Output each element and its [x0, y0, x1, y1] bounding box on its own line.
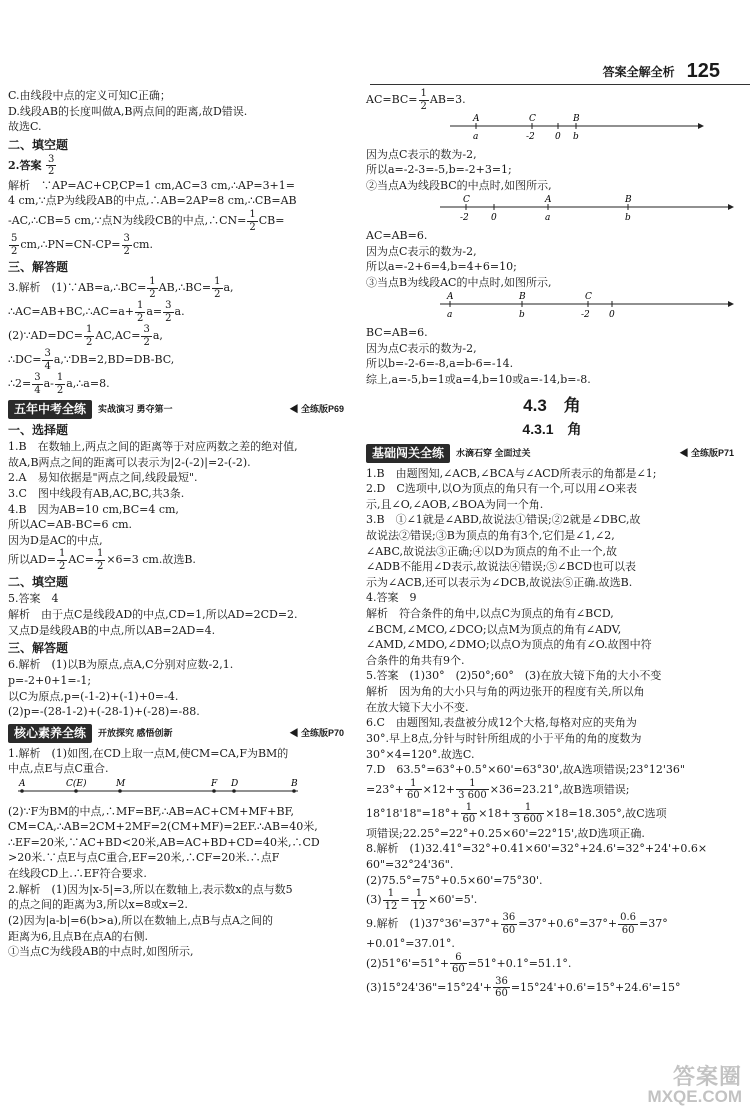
numerator: 3 — [123, 233, 130, 245]
denominator: 12 — [412, 900, 426, 912]
denominator: 60 — [502, 924, 516, 936]
fraction — [212, 276, 222, 300]
text-line: 距离为6,且点B在点A的右侧. — [8, 929, 149, 943]
text-span: ×36=23.21°,故B选项错误; — [489, 782, 630, 796]
text-line: ∠ADB不能用∠D表示,故说法④错误;⑤∠BCD也可以表 — [366, 560, 637, 574]
text-span: =23°+ — [366, 782, 404, 796]
text-span: ×18+ — [478, 806, 511, 820]
text-line: 4.B 因为AB=10 cm,BC=4 cm, — [8, 502, 179, 516]
text-line — [8, 548, 348, 572]
text-span: a, — [223, 281, 234, 295]
text-line: 合条件的角共有9个. — [366, 653, 465, 667]
fraction — [42, 348, 52, 372]
point-label: A — [447, 292, 454, 303]
number-line — [436, 193, 736, 223]
text-line: 30°.早上8点,分针与时针所组成的小于平角的角的度数为 — [366, 731, 642, 745]
denominator: 60 — [621, 924, 635, 936]
fraction — [405, 778, 422, 802]
arrow-icon — [728, 204, 734, 210]
text-line: (2)∵F为BM的中点,∴MF=BF,∴AB=AC+CM+MF+BF, — [8, 804, 294, 818]
text-line: >20米.∵点E与点C重合,EF=20米,∴CF=20米.∴点F — [8, 851, 280, 865]
numerator: 5 — [11, 233, 18, 245]
text-line: 2.A 易知依据是"两点之间,线段最短". — [8, 471, 198, 485]
triangle-icon: ◀ — [289, 404, 299, 415]
denominator: 2 — [136, 312, 144, 324]
text-line: 1.B 由题图知,∠ACB,∠BCA与∠ACD所表示的角都是∠1; — [366, 466, 657, 480]
text-line: 解析 ∵AP=AC+CP,CP=1 cm,AC=3 cm,∴AP=3+1= — [8, 178, 295, 192]
banner-slogan: 实战演习 勇夺第一 — [98, 404, 173, 415]
tick-label: 0 — [491, 213, 497, 224]
text-line: 因为点C表示的数为-2, — [366, 341, 477, 355]
denominator: 2 — [11, 245, 18, 257]
numerator: 1 — [420, 88, 427, 99]
numerator: 1 — [96, 548, 104, 560]
tick-label: a — [545, 213, 551, 224]
text-line: 以C为原点,p=(-1-2)+(-1)+0=-4. — [8, 689, 179, 703]
triangle-icon: ◀ — [289, 727, 299, 738]
point-label: C — [585, 292, 592, 303]
text-line: +0.01°=37.01°. — [366, 937, 455, 951]
text-span: cm,∴PN=CN-CP= — [20, 238, 121, 252]
banner-ref — [289, 727, 344, 740]
numerator: 1 — [512, 802, 545, 815]
text-line — [366, 912, 738, 936]
text-line: C.由线段中点的定义可知C正确； — [8, 89, 171, 102]
text-span: (3) — [366, 893, 382, 907]
tick-label: b — [573, 132, 579, 142]
point-label: F — [211, 779, 218, 790]
tick-label: 0 — [555, 132, 561, 142]
text-line — [8, 372, 348, 396]
text-line: 所以b=-2-6=-8,a=b-6=-14. — [366, 357, 514, 371]
numerator: 1 — [56, 372, 64, 384]
segment-figure — [8, 777, 308, 799]
banner-slogan: 开放探究 感悟创新 — [98, 727, 173, 738]
text-line — [366, 802, 738, 826]
banner-ref — [679, 447, 734, 460]
text-line: 故选C. — [8, 120, 42, 134]
text-span: a,∴a=8. — [66, 377, 110, 391]
numerator: 36 — [502, 912, 516, 924]
header-rule — [370, 84, 750, 85]
text-line: AC=AB=6. — [366, 229, 428, 243]
point-marker — [212, 789, 216, 793]
text-line: D.线段AB的长度叫做A,B两点间的距离,故D错误. — [8, 104, 248, 118]
text-line: ∠BCM,∠MCO,∠DCO;以点M为顶点的角有∠ADV, — [366, 622, 622, 636]
tick-label: a — [447, 310, 453, 321]
point-marker — [74, 789, 78, 793]
banner-ref — [289, 403, 344, 416]
tick-label: 0 — [609, 310, 615, 321]
text-line: 4.答案 9 — [366, 591, 417, 605]
watermark — [648, 1065, 742, 1106]
fraction — [493, 976, 510, 1000]
text-line — [366, 88, 738, 112]
numerator: 1 — [214, 276, 221, 288]
banner-title: 五年中考全练 — [8, 400, 92, 419]
text-line: 6.C 由题图知,表盘被分成12个大格,每格对应的夹角为 — [366, 716, 637, 730]
denominator: 2 — [143, 336, 150, 348]
point-label: M — [116, 779, 126, 790]
text-span: 18°18'18"=18°+ — [366, 806, 460, 820]
numerator: 3 — [165, 300, 172, 312]
denominator: 2 — [420, 100, 427, 112]
text-line: 1.B 在数轴上,两点之间的距离等于对应两数之差的绝对值, — [8, 440, 298, 454]
text-span: a= — [146, 305, 163, 319]
right-column — [366, 88, 738, 1000]
text-line — [366, 976, 738, 1000]
text-line: 所以a=-2-3=-5,b=-2+3=1; — [366, 163, 512, 177]
text-line — [8, 209, 348, 233]
text-span: =37° — [639, 917, 668, 931]
point-label: A — [19, 779, 26, 790]
text-line — [366, 952, 738, 976]
text-line: 解析 由于点C是线段AD的中点,CD=1,所以AD=2CD=2. — [8, 608, 298, 622]
text-line: ②当点A为线段BC的中点时,如图所示, — [366, 178, 552, 192]
fraction — [147, 276, 157, 300]
section-banner — [366, 444, 738, 463]
fraction — [456, 778, 489, 802]
text-span: =37°+0.6°=37°+ — [518, 917, 618, 931]
text-line — [366, 778, 738, 802]
subsection-title: 4.3.1 角 — [522, 420, 582, 437]
text-span: AB,∴BC= — [158, 281, 212, 295]
banner-ref-text: 全练版P69 — [300, 404, 344, 415]
section-banner — [8, 400, 348, 419]
text-line: 故A,B两点之间的距离可以表示为|2-(-2)|=2-(-2). — [8, 455, 251, 469]
point-label: B — [625, 195, 632, 206]
section-heading: 一、选择题 — [8, 423, 69, 438]
denominator: 12 — [384, 900, 398, 912]
text-line: 因为点C表示的数为-2, — [366, 244, 477, 258]
denominator: 60 — [452, 964, 465, 976]
answer-line — [8, 154, 348, 178]
text-span: AB=3. — [429, 93, 466, 106]
text-span: cm. — [132, 238, 153, 252]
tick-label: -2 — [581, 310, 590, 321]
text-span: = — [400, 893, 410, 907]
text-line: 示为∠ACB,还可以表示为∠DCB,故说法⑤正确.故选B. — [366, 575, 633, 589]
numerator: 1 — [249, 209, 256, 221]
triangle-icon: ◀ — [679, 447, 689, 458]
banner-ref-text: 全练版P71 — [690, 447, 734, 458]
text-span: ×60'=5'. — [428, 893, 478, 907]
point-label: C — [529, 114, 536, 124]
section-heading: 三、解答题 — [8, 641, 69, 656]
text-span: =51°+0.1°=51.1°. — [467, 956, 572, 970]
denominator: 4 — [44, 360, 51, 372]
fraction — [141, 324, 151, 348]
point-label: B — [573, 114, 580, 124]
denominator: 60 — [495, 988, 508, 1000]
fraction — [411, 888, 428, 912]
numerator: 1 — [86, 324, 93, 336]
point-label: B — [291, 779, 298, 790]
numerator: 1 — [456, 778, 489, 791]
text-span: ∴DC= — [8, 353, 42, 367]
point-marker — [292, 789, 296, 793]
page-header — [603, 58, 750, 84]
section-heading: 二、填空题 — [8, 575, 69, 590]
text-line: 解析 符合条件的角中,以点C为顶点的角有∠BCD, — [366, 607, 614, 621]
numerator: 3 — [47, 153, 55, 165]
numerator: 3 — [143, 324, 150, 336]
banner-ref-text: 全练版P70 — [300, 727, 344, 738]
denominator: 60 — [462, 814, 476, 826]
section-title: 4.3 角 — [523, 395, 581, 415]
denominator: 2 — [86, 336, 93, 348]
denominator: 2 — [149, 288, 156, 300]
text-span: a- — [43, 377, 54, 391]
denominator: 2 — [96, 560, 104, 572]
point-label: B — [519, 292, 526, 303]
fraction — [501, 912, 518, 936]
fraction — [122, 233, 132, 257]
text-line: 60"=32°24'36". — [366, 857, 454, 871]
text-span: CB= — [258, 214, 285, 228]
section-heading: 三、解答题 — [8, 260, 69, 275]
text-line: 在放大镜下大小不变. — [366, 700, 469, 714]
text-span: a, — [152, 329, 163, 343]
point-marker — [20, 789, 24, 793]
denominator: 3 600 — [458, 790, 487, 802]
numerator: 3 — [44, 348, 51, 360]
denominator: 2 — [123, 245, 130, 257]
fraction — [512, 802, 545, 826]
denominator: 2 — [249, 221, 256, 233]
text-span: a. — [174, 305, 185, 319]
text-line: (2)p=-(28-1-2)+(-28-1)+(-28)=-88. — [8, 705, 200, 719]
tick-label: -2 — [526, 132, 535, 142]
fraction — [461, 802, 478, 826]
numerator: 0.6 — [620, 912, 637, 924]
text-line: 故说法②错误;③B为顶点的角有3个,它们是∠1,∠2, — [366, 529, 615, 542]
fraction — [9, 233, 19, 257]
text-line: 4 cm,∵点P为线段AB的中点,∴AB=2AP=8 cm,∴CB=AB — [8, 194, 297, 208]
numerator: 6 — [450, 952, 467, 965]
text-line: 因为点C表示的数为-2, — [366, 147, 477, 161]
text-span: 所以AD= — [8, 553, 56, 567]
watermark-line: 答案圈 — [672, 1064, 742, 1090]
text-line: (2)因为|a-b|=6(b>a),所以在数轴上,点B与点A之间的 — [8, 913, 273, 927]
denominator: 60 — [406, 790, 420, 802]
left-column — [8, 88, 348, 960]
text-line: 2.解析 (1)因为|x-5|=3,所以在数轴上,表示数x的点与数5 — [8, 882, 293, 896]
numerator: 1 — [136, 300, 144, 312]
text-line: 6.解析 (1)以B为原点,点A,C分别对应数-2,1. — [8, 658, 234, 672]
text-line: 5.答案 4 — [8, 592, 59, 606]
text-span: =15°24'+0.6'=15°+24.6'=15° — [510, 980, 681, 994]
numerator: 1 — [405, 778, 422, 791]
text-line — [8, 276, 348, 300]
text-line — [8, 348, 348, 372]
tick-label: a — [473, 132, 479, 142]
tick-label: b — [625, 213, 631, 224]
fraction — [419, 88, 429, 112]
text-line: 3.C 图中线段有AB,AC,BC,共3条. — [8, 487, 185, 500]
fraction — [84, 324, 94, 348]
answer-label: 2.答案 — [8, 158, 42, 172]
denominator: 2 — [58, 560, 66, 572]
text-span: AC,AC= — [95, 329, 141, 343]
fraction — [383, 888, 400, 912]
text-line: 30°×4=120°.故选C. — [366, 747, 475, 761]
text-span: ×6=3 cm.故选B. — [106, 553, 196, 567]
text-line: 5.答案 (1)30° (2)50°;60° (3)在放大镜下角的大小不变 — [366, 669, 662, 683]
text-span: 9.解析 (1)37°36'=37°+ — [366, 917, 500, 931]
text-line — [8, 324, 348, 348]
numerator: 1 — [461, 802, 478, 815]
text-line: BC=AB=6. — [366, 326, 428, 340]
point-label: C(E) — [66, 779, 87, 790]
numerator: 1 — [383, 888, 400, 901]
text-line: (2)75.5°=75°+0.5×60'=75°30'. — [366, 873, 543, 887]
text-line: ①当点C为线段AB的中点时,如图所示, — [8, 945, 194, 959]
fraction — [618, 912, 638, 936]
number-line — [446, 112, 706, 142]
tick-label: b — [519, 310, 525, 321]
denominator: 2 — [214, 288, 221, 300]
tick-label: -2 — [460, 213, 469, 224]
text-line: ③当点B为线段AC的中点时,如图所示, — [366, 275, 552, 289]
text-line — [8, 300, 348, 324]
text-line: 又点D是线段AB的中点,所以AB=2AD=4. — [8, 623, 216, 637]
text-span: a,∵DB=2,BD=DB-BC, — [53, 353, 175, 367]
text-line: CM=CA,∴AB=2CM+2MF=2(CM+MF)=2EF.∴AB=40米, — [8, 820, 318, 834]
text-line: 所以a=-2+6=4,b=4+6=10; — [366, 260, 517, 274]
numerator: 3 — [34, 372, 41, 384]
fraction — [163, 300, 173, 324]
text-line: 的点之间的距离为3,所以x=8或x=2. — [8, 898, 188, 912]
fraction — [57, 548, 67, 572]
text-line: 中点,点E与点C重合. — [8, 762, 109, 776]
point-marker — [232, 789, 236, 793]
text-line: 2.D C选项中,以O为顶点的角只有一个,可以用∠O来表 — [366, 482, 637, 496]
text-line: 1.解析 (1)如图,在CD上取一点M,使CM=CA,F为BM的 — [8, 746, 289, 760]
fraction — [95, 548, 105, 572]
section-heading: 二、填空题 — [8, 137, 69, 152]
numerator: 36 — [495, 975, 508, 987]
denominator: 2 — [165, 312, 172, 324]
text-line: 所以AC=AB-BC=6 cm. — [8, 518, 133, 532]
point-marker — [118, 789, 122, 793]
text-span: (2)51°6'=51°+ — [366, 956, 450, 970]
text-line: 综上,a=-5,b=1或a=4,b=10或a=-14,b=-8. — [366, 372, 591, 386]
text-span: -AC,∴CB=5 cm,∵点N为线段CB的中点,∴CN= — [8, 214, 247, 228]
text-line: 因为D是AC的中点, — [8, 533, 103, 547]
text-span: 3.解析 (1)∵AB=a,∴BC= — [8, 281, 147, 295]
fraction — [55, 372, 65, 396]
watermark-line: MXQE.COM — [647, 1087, 742, 1107]
text-span: ∴AC=AB+BC,∴AC=a+ — [8, 305, 134, 319]
text-line: 8.解析 (1)32.41°=32°+0.41×60'=32°+24.6'=32°+24'+0.6× — [366, 842, 708, 856]
denominator: 3 600 — [513, 814, 543, 826]
text-line: 解析 因为角的大小只与角的两边张开的程度有关,所以角 — [366, 685, 645, 699]
numerator: 1 — [411, 888, 428, 901]
point-label: A — [545, 195, 552, 206]
denominator: 4 — [34, 384, 41, 396]
numerator: 1 — [58, 548, 66, 560]
numerator: 1 — [149, 276, 156, 288]
fraction — [450, 952, 467, 976]
text-span: ×18=18.305°,故C选项 — [545, 806, 667, 820]
text-span: ∴2= — [8, 377, 32, 391]
text-line: 项错误;22.25°=22°+0.25×60'=22°15',故D选项正确. — [366, 826, 645, 840]
text-span: (2)∵AD=DC= — [8, 329, 84, 343]
text-line: 在线段CD上.∴EF符合要求. — [8, 867, 147, 881]
text-line: ∴EF=20米,∵AC+BD<20米,AB=AC+BD+CD=40米,∴CD — [8, 835, 320, 849]
point-label: D — [231, 779, 239, 790]
number-line — [436, 290, 736, 320]
text-line — [8, 233, 348, 257]
text-line: 7.D 63.5°=63°+0.5°×60'=63°30',故A选项错误;23°12'36" — [366, 763, 685, 777]
arrow-icon — [698, 123, 704, 129]
text-span: AC= — [68, 553, 94, 567]
page-number: 125 — [686, 59, 720, 82]
header-title: 答案全解全析 — [602, 64, 675, 79]
text-span: (3)15°24'36"=15°24'+ — [366, 980, 493, 994]
point-label: C — [463, 195, 470, 206]
text-line: 示,且∠O,∠AOB,∠BOA为同一个角. — [366, 497, 544, 511]
text-line: 3.B ①∠1就是∠ABD,故说法①错误;②2就是∠DBC,故 — [366, 513, 641, 527]
fraction — [135, 300, 145, 324]
banner-title: 基础闯关全练 — [366, 444, 450, 463]
fraction — [247, 209, 257, 233]
text-line: ∠ABC,故说法③正确;④以D为顶点的角不止一个,故 — [366, 544, 617, 558]
text-line — [366, 888, 738, 912]
text-span: AC=BC= — [366, 93, 418, 106]
arrow-icon — [728, 301, 734, 307]
section-banner — [8, 724, 348, 743]
text-span: ×12+ — [422, 782, 456, 796]
denominator: 2 — [47, 166, 55, 178]
denominator: 2 — [56, 384, 64, 396]
point-label: A — [473, 114, 480, 124]
text-line: ∠AMD,∠MDO,∠DMO;以点O为顶点的角有∠O.故图中符 — [366, 638, 652, 652]
fraction — [46, 154, 56, 178]
banner-title: 核心素养全练 — [8, 724, 92, 743]
fraction — [32, 372, 42, 396]
text-line: p=-2+0+1=-1; — [8, 673, 92, 687]
banner-slogan: 水滴石穿 全面过关 — [456, 447, 531, 458]
